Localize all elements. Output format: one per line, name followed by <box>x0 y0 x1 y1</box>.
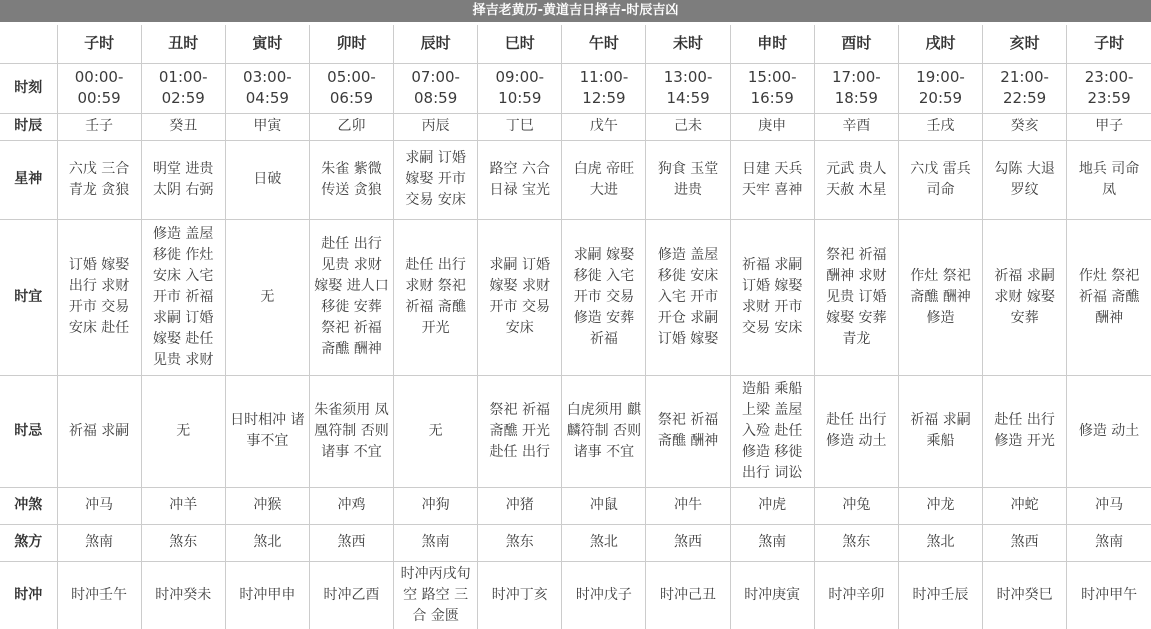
ganzhi-cell-10: 壬戌 <box>898 113 982 140</box>
ganzhi-cell-8: 庚申 <box>730 113 814 140</box>
xingshen-cell-5: 路空 六合 日禄 宝光 <box>478 140 562 219</box>
xingshen-cell-12: 地兵 司命 凤 <box>1067 140 1151 219</box>
time-cell-2: 03:00-04:59 <box>225 63 309 113</box>
ganzhi-cell-3: 乙卯 <box>309 113 393 140</box>
time-cell-10: 19:00-20:59 <box>898 63 982 113</box>
chongsha-cell-6: 冲鼠 <box>562 487 646 524</box>
almanac-table <box>0 25 1151 629</box>
time-cell-7: 13:00-14:59 <box>646 63 730 113</box>
shafang-cell-4: 煞南 <box>394 524 478 561</box>
xingshen-cell-4: 求嗣 订婚 嫁娶 开市 交易 安床 <box>394 140 478 219</box>
chongsha-cell-5: 冲猪 <box>478 487 562 524</box>
shiji-cell-12: 修造 动土 <box>1067 375 1151 487</box>
shiyi-cell-4: 赴任 出行 求财 祭祀 祈福 斋醮 开光 <box>394 219 478 375</box>
row-label-shichen: 时辰 <box>0 113 57 140</box>
shiyi-cell-9: 祭祀 祈福 酬神 求财 见贵 订婚 嫁娶 安葬 青龙 <box>814 219 898 375</box>
shiji-cell-8: 造船 乘船 上梁 盖屋 入殓 赴任 修造 移徙 出行 词讼 <box>730 375 814 487</box>
chongsha-cell-12: 冲马 <box>1067 487 1151 524</box>
hour-cell-0: 子时 <box>57 25 141 63</box>
ganzhi-cell-11: 癸亥 <box>983 113 1067 140</box>
ganzhi-cell-2: 甲寅 <box>225 113 309 140</box>
hour-cell-3: 卯时 <box>309 25 393 63</box>
shichong-cell-3: 时冲乙酉 <box>309 561 393 629</box>
chongsha-cell-1: 冲羊 <box>141 487 225 524</box>
chongsha-cell-10: 冲龙 <box>898 487 982 524</box>
shiji-cell-7: 祭祀 祈福 斋醮 酬神 <box>646 375 730 487</box>
chongsha-cell-0: 冲马 <box>57 487 141 524</box>
hour-cell-10: 戌时 <box>898 25 982 63</box>
ganzhi-cell-9: 辛酉 <box>814 113 898 140</box>
xingshen-cell-6: 白虎 帝旺 大进 <box>562 140 646 219</box>
shichong-cell-10: 时冲壬辰 <box>898 561 982 629</box>
shiyi-cell-1: 修造 盖屋 移徙 作灶 安床 入宅 开市 祈福 求嗣 订婚 嫁娶 赴任 见贵 求财 <box>141 219 225 375</box>
ganzhi-cell-12: 甲子 <box>1067 113 1151 140</box>
chongsha-cell-7: 冲牛 <box>646 487 730 524</box>
shichong-cell-1: 时冲癸未 <box>141 561 225 629</box>
chongsha-cell-11: 冲蛇 <box>983 487 1067 524</box>
shiji-cell-1: 无 <box>141 375 225 487</box>
xingshen-cell-2: 日破 <box>225 140 309 219</box>
shiyi-row <box>0 219 1151 375</box>
time-cell-5: 09:00-10:59 <box>478 63 562 113</box>
ganzhi-cell-6: 戊午 <box>562 113 646 140</box>
shafang-cell-5: 煞东 <box>478 524 562 561</box>
shiyi-cell-8: 祈福 求嗣 订婚 嫁娶 求财 开市 交易 安床 <box>730 219 814 375</box>
shafang-cell-9: 煞东 <box>814 524 898 561</box>
xingshen-cell-9: 元武 贵人 天赦 木星 <box>814 140 898 219</box>
shafang-cell-11: 煞西 <box>983 524 1067 561</box>
hour-cell-4: 辰时 <box>394 25 478 63</box>
ganzhi-cell-1: 癸丑 <box>141 113 225 140</box>
shafang-cell-8: 煞南 <box>730 524 814 561</box>
time-cell-4: 07:00-08:59 <box>394 63 478 113</box>
shiyi-cell-3: 赴任 出行 见贵 求财 嫁娶 进人口 移徙 安葬 祭祀 祈福 斋醮 酬神 <box>309 219 393 375</box>
xingshen-cell-3: 朱雀 紫微 传送 贪狼 <box>309 140 393 219</box>
page-title: 择吉老黄历-黄道吉日择吉-时辰吉凶 <box>0 0 1151 22</box>
row-label-shafang: 煞方 <box>0 524 57 561</box>
shiyi-cell-5: 求嗣 订婚 嫁娶 求财 开市 交易 安床 <box>478 219 562 375</box>
hour-cell-9: 酉时 <box>814 25 898 63</box>
xingshen-cell-10: 六戊 雷兵 司命 <box>898 140 982 219</box>
shafang-cell-10: 煞北 <box>898 524 982 561</box>
time-row <box>0 63 1151 113</box>
shichong-cell-5: 时冲丁亥 <box>478 561 562 629</box>
time-cell-6: 11:00-12:59 <box>562 63 646 113</box>
hour-cell-7: 未时 <box>646 25 730 63</box>
hour-header-row <box>0 25 1151 63</box>
ganzhi-cell-4: 丙辰 <box>394 113 478 140</box>
xingshen-cell-11: 勾陈 大退 罗纹 <box>983 140 1067 219</box>
hour-cell-6: 午时 <box>562 25 646 63</box>
corner-cell <box>0 25 57 63</box>
shafang-cell-0: 煞南 <box>57 524 141 561</box>
chongsha-cell-8: 冲虎 <box>730 487 814 524</box>
xingshen-cell-8: 日建 天兵 天牢 喜神 <box>730 140 814 219</box>
shichong-cell-2: 时冲甲申 <box>225 561 309 629</box>
shiyi-cell-7: 修造 盖屋 移徙 安床 入宅 开市 开仓 求嗣 订婚 嫁娶 <box>646 219 730 375</box>
shiyi-cell-2: 无 <box>225 219 309 375</box>
shichong-row <box>0 561 1151 629</box>
shiji-cell-2: 日时相冲 诸事不宜 <box>225 375 309 487</box>
xingshen-cell-1: 明堂 进贵 太阴 右弼 <box>141 140 225 219</box>
hour-cell-2: 寅时 <box>225 25 309 63</box>
xingshen-cell-0: 六戊 三合 青龙 贪狼 <box>57 140 141 219</box>
hour-cell-11: 亥时 <box>983 25 1067 63</box>
xingshen-row <box>0 140 1151 219</box>
chongsha-cell-2: 冲猴 <box>225 487 309 524</box>
shiyi-cell-0: 订婚 嫁娶 出行 求财 开市 交易 安床 赴任 <box>57 219 141 375</box>
time-cell-0: 00:00-00:59 <box>57 63 141 113</box>
time-cell-11: 21:00-22:59 <box>983 63 1067 113</box>
shiji-cell-5: 祭祀 祈福 斋醮 开光 赴任 出行 <box>478 375 562 487</box>
ganzhi-cell-5: 丁巳 <box>478 113 562 140</box>
shiyi-cell-6: 求嗣 嫁娶 移徙 入宅 开市 交易 修造 安葬 祈福 <box>562 219 646 375</box>
chongsha-cell-3: 冲鸡 <box>309 487 393 524</box>
shichong-cell-8: 时冲庚寅 <box>730 561 814 629</box>
time-cell-3: 05:00-06:59 <box>309 63 393 113</box>
shiyi-cell-10: 作灶 祭祀 斋醮 酬神 修造 <box>898 219 982 375</box>
shiji-cell-4: 无 <box>394 375 478 487</box>
chongsha-row <box>0 487 1151 524</box>
shichong-cell-4: 时冲丙戌旬空 路空 三合 金匮 <box>394 561 478 629</box>
time-cell-1: 01:00-02:59 <box>141 63 225 113</box>
hour-cell-5: 巳时 <box>478 25 562 63</box>
hour-cell-12: 子时 <box>1067 25 1151 63</box>
shafang-cell-2: 煞北 <box>225 524 309 561</box>
ganzhi-cell-0: 壬子 <box>57 113 141 140</box>
shichong-cell-9: 时冲辛卯 <box>814 561 898 629</box>
shichong-cell-6: 时冲戊子 <box>562 561 646 629</box>
ganzhi-row <box>0 113 1151 140</box>
shiji-cell-6: 白虎须用 麒麟符制 否则 诸事 不宜 <box>562 375 646 487</box>
shafang-cell-7: 煞西 <box>646 524 730 561</box>
hour-cell-8: 申时 <box>730 25 814 63</box>
shafang-row <box>0 524 1151 561</box>
shiji-cell-11: 赴任 出行 修造 开光 <box>983 375 1067 487</box>
row-label-xingshen: 星神 <box>0 140 57 219</box>
shiji-cell-0: 祈福 求嗣 <box>57 375 141 487</box>
shafang-cell-12: 煞南 <box>1067 524 1151 561</box>
row-label-chongsha: 冲煞 <box>0 487 57 524</box>
shichong-cell-7: 时冲己丑 <box>646 561 730 629</box>
shiji-cell-9: 赴任 出行 修造 动土 <box>814 375 898 487</box>
ganzhi-cell-7: 己未 <box>646 113 730 140</box>
shafang-cell-6: 煞北 <box>562 524 646 561</box>
shafang-cell-1: 煞东 <box>141 524 225 561</box>
shiji-row <box>0 375 1151 487</box>
time-cell-12: 23:00-23:59 <box>1067 63 1151 113</box>
shiji-cell-10: 祈福 求嗣 乘船 <box>898 375 982 487</box>
shiji-cell-3: 朱雀须用 凤凰符制 否则 诸事 不宜 <box>309 375 393 487</box>
shafang-cell-3: 煞西 <box>309 524 393 561</box>
time-cell-8: 15:00-16:59 <box>730 63 814 113</box>
chongsha-cell-4: 冲狗 <box>394 487 478 524</box>
row-label-shichong: 时冲 <box>0 561 57 629</box>
xingshen-cell-7: 狗食 玉堂 进贵 <box>646 140 730 219</box>
time-cell-9: 17:00-18:59 <box>814 63 898 113</box>
chongsha-cell-9: 冲兔 <box>814 487 898 524</box>
row-label-shiyi: 时宜 <box>0 219 57 375</box>
hour-cell-1: 丑时 <box>141 25 225 63</box>
shichong-cell-11: 时冲癸巳 <box>983 561 1067 629</box>
shiyi-cell-11: 祈福 求嗣 求财 嫁娶 安葬 <box>983 219 1067 375</box>
shichong-cell-0: 时冲壬午 <box>57 561 141 629</box>
shichong-cell-12: 时冲甲午 <box>1067 561 1151 629</box>
shiyi-cell-12: 作灶 祭祀 祈福 斋醮 酬神 <box>1067 219 1151 375</box>
row-label-shike: 时刻 <box>0 63 57 113</box>
row-label-shiji: 时忌 <box>0 375 57 487</box>
